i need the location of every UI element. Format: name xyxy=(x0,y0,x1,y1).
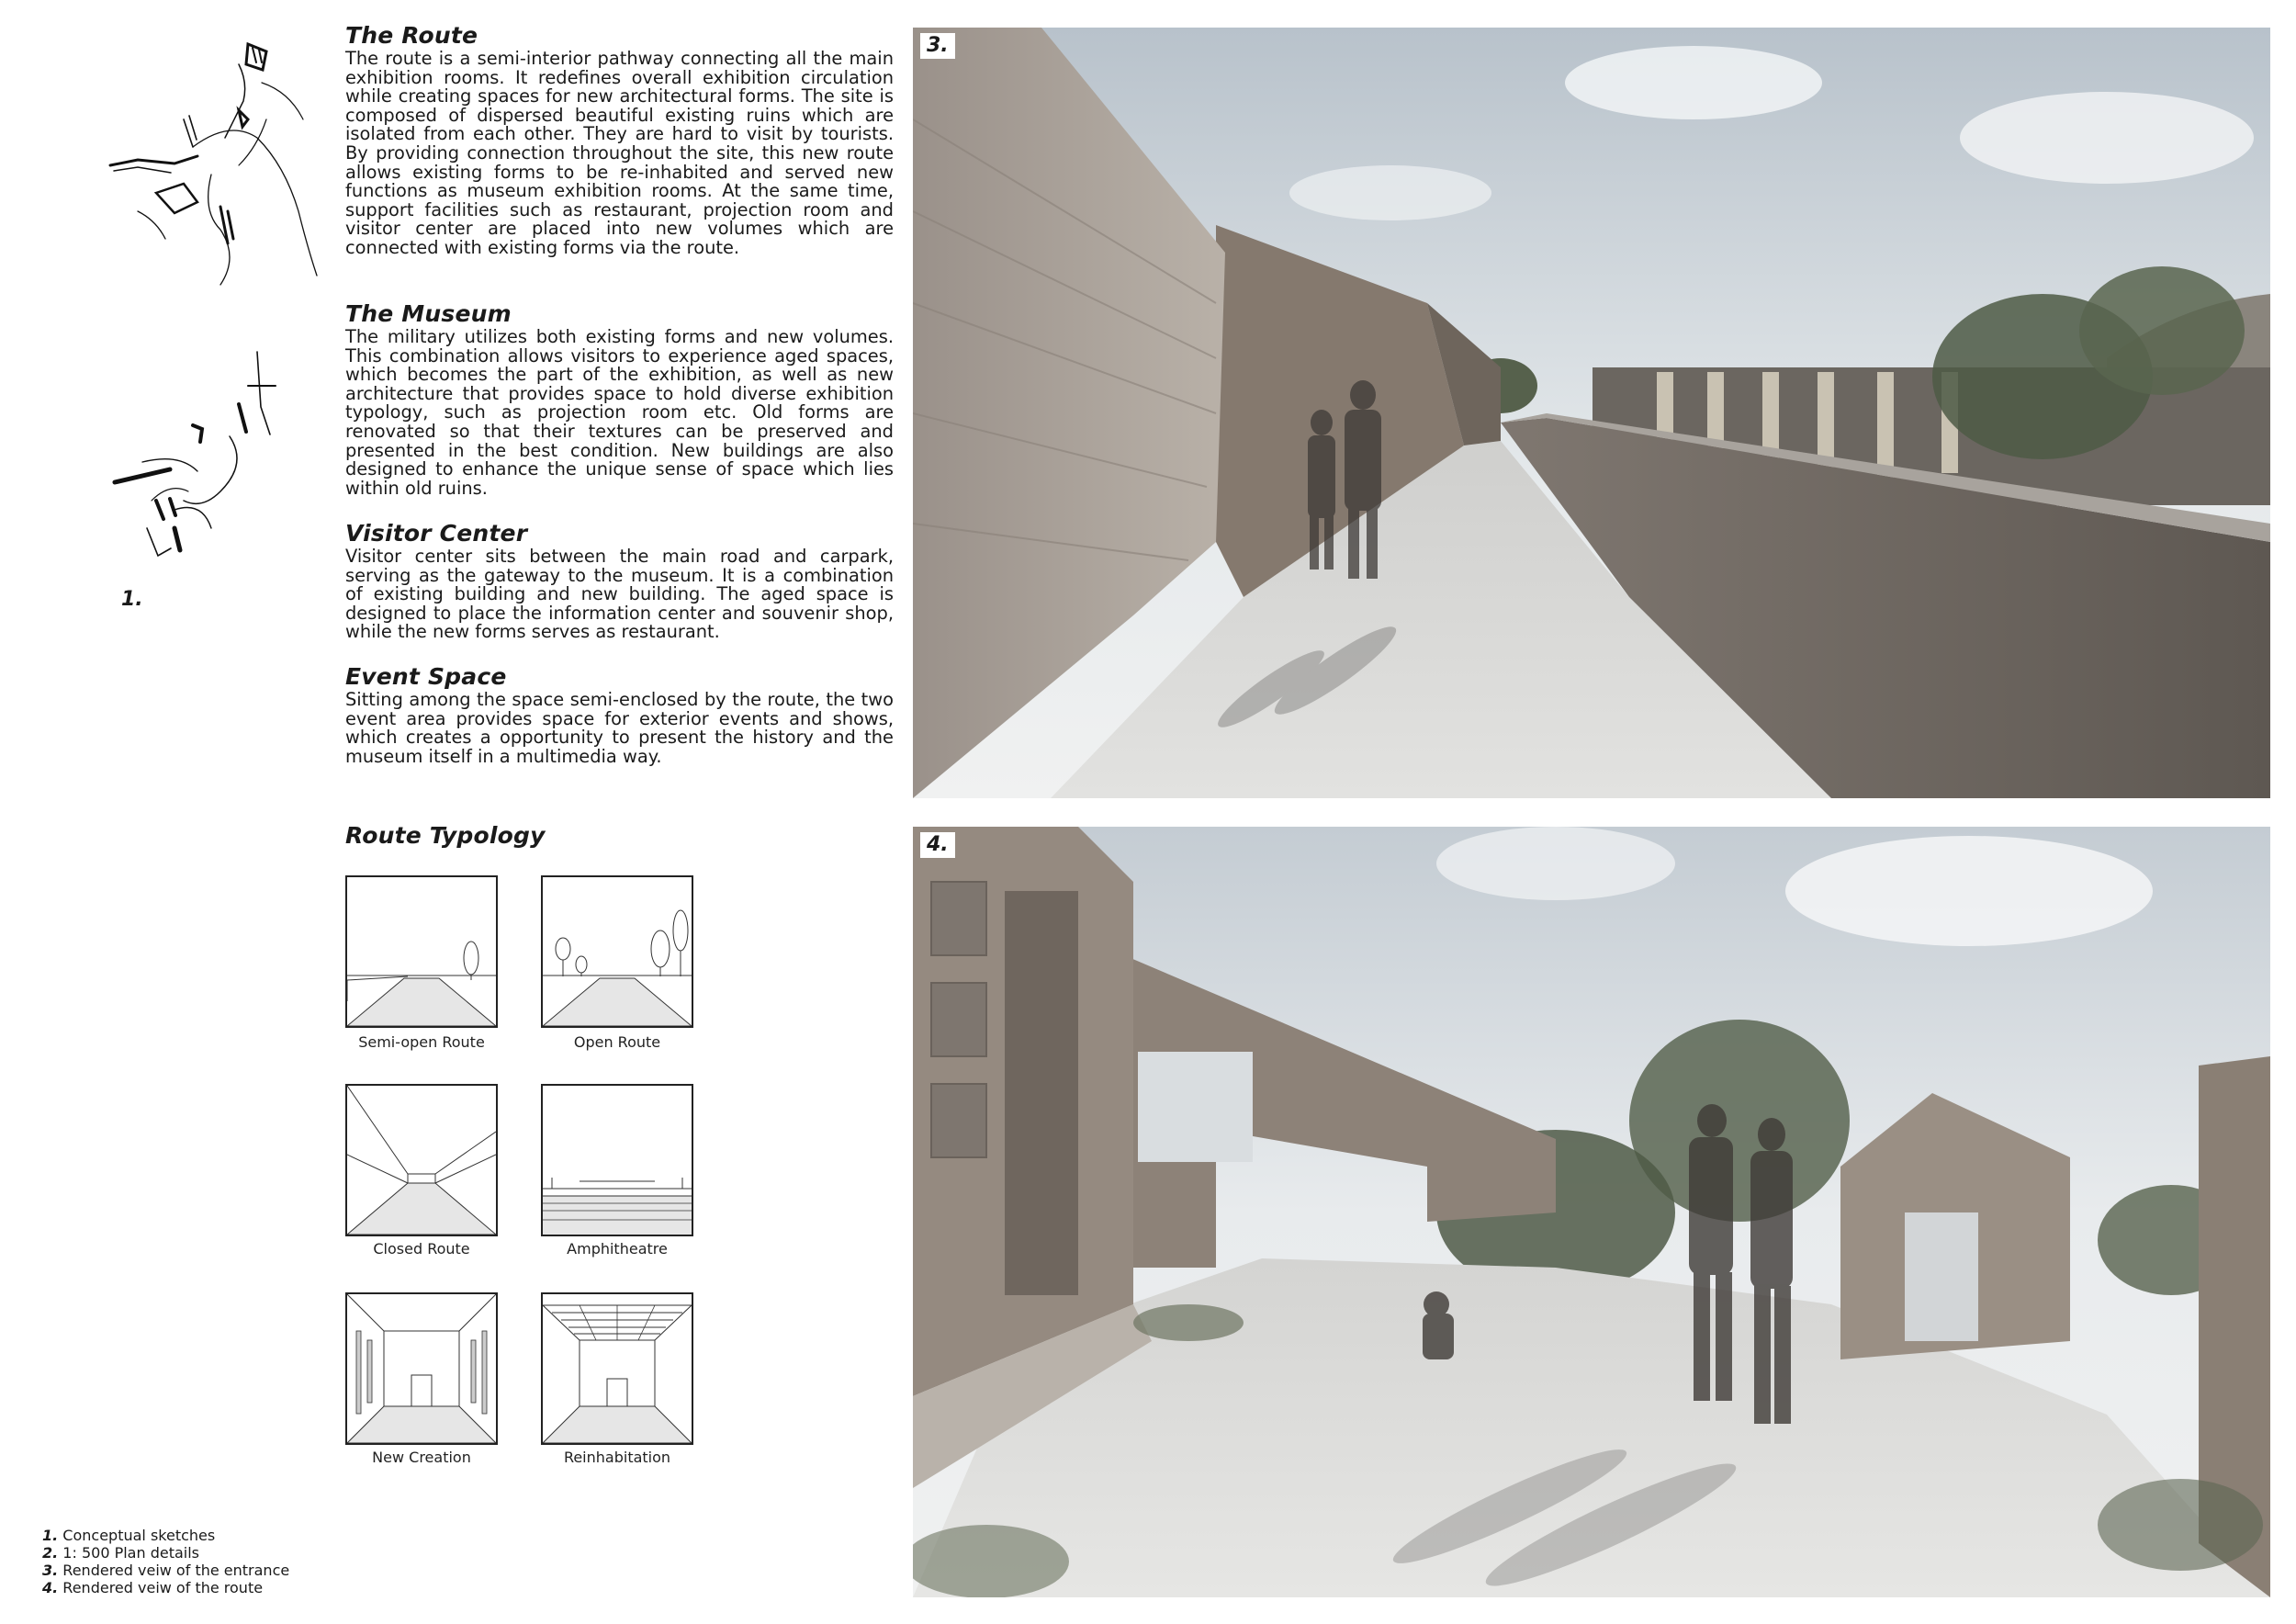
typology-label: Reinhabitation xyxy=(563,1449,671,1466)
render-number: 3. xyxy=(920,33,955,59)
conceptual-sketch-top xyxy=(101,28,321,294)
typology-diagram-closed xyxy=(345,1084,498,1236)
section-the-museum xyxy=(345,300,894,498)
typology-diagram-new-creation xyxy=(345,1292,498,1445)
sketch-number: 1. xyxy=(121,588,143,611)
render-entrance-view xyxy=(913,28,2270,798)
render-route-view xyxy=(913,827,2270,1597)
section-body: Visitor center sits between the main road and carpark, serving as the gateway to the museum. It is a combination of existing building and new building. The aged space is designed to place the information center and souvenir shop, while the new forms serves as restaurant. xyxy=(345,546,894,643)
legend-text: Rendered veiw of the entrance xyxy=(58,1562,290,1579)
typology-diagram-open xyxy=(541,875,693,1028)
legend-item xyxy=(42,1544,289,1562)
section-title: Event Space xyxy=(345,663,507,690)
section-event-space xyxy=(345,663,894,766)
section-the-route xyxy=(345,22,894,258)
section-visitor-center xyxy=(345,520,894,642)
typology-label: Semi-open Route xyxy=(358,1033,485,1051)
section-title: The Museum xyxy=(345,300,512,327)
conceptual-sketch-bottom xyxy=(101,344,321,588)
section-body: The route is a semi-interior pathway connecting all the main exhibition rooms. It redefines overall exhibition circulation while creating spaces for new architectural forms. The site is composed of dispersed beautiful existing ruins which are isolated from each other. They are hard to visit by tourists. By providing connection throughout the site, this new route allows existing forms to be re-inhabited and served new functions as museum exhibition rooms. At the same time, support facilities such as restaurant, projection room and visitor center are placed into new volumes which are connected with existing forms via the route. xyxy=(345,48,894,258)
legend-item xyxy=(42,1579,289,1596)
typology-diagram-semi-open xyxy=(345,875,498,1028)
section-title: The Route xyxy=(345,22,478,49)
section-body: The military utilizes both existing forms and new volumes. This combination allows visitors to experience aged spaces, which becomes the part of the exhibition, as well as new architecture that provides space to hold diverse exhibition typology, such as projection room etc. Old forms are renovated so that their textures can be preserved and presented in the best condition. New buildings are also designed to enhance the unique sense of space which lies within old ruins. xyxy=(345,326,894,499)
section-title: Visitor Center xyxy=(345,520,528,547)
legend-number: 4. xyxy=(42,1579,59,1596)
section-body: Sitting among the space semi-enclosed by the route, the two event area provides space for exterior events and shows, which creates a opportunity to present the history and the museum itself in a multimedia way. xyxy=(345,689,894,767)
legend-number: 1. xyxy=(42,1527,59,1544)
legend-number: 2. xyxy=(42,1544,59,1562)
render-number: 4. xyxy=(920,832,955,858)
legend-text: Conceptual sketches xyxy=(58,1527,216,1544)
typology-label: New Creation xyxy=(372,1449,471,1466)
typology-diagram-reinhabitation xyxy=(541,1292,693,1445)
legend-item xyxy=(42,1527,289,1544)
typology-label: Closed Route xyxy=(373,1240,470,1257)
figure-legend xyxy=(42,1527,289,1596)
legend-item xyxy=(42,1562,289,1579)
typology-title: Route Typology xyxy=(345,822,546,849)
legend-text: 1: 500 Plan details xyxy=(58,1544,200,1562)
legend-text: Rendered veiw of the route xyxy=(58,1579,264,1596)
typology-label: Open Route xyxy=(573,1033,661,1051)
legend-number: 3. xyxy=(42,1562,59,1579)
typology-label: Amphitheatre xyxy=(567,1240,668,1257)
typology-diagram-amphitheatre xyxy=(541,1084,693,1236)
